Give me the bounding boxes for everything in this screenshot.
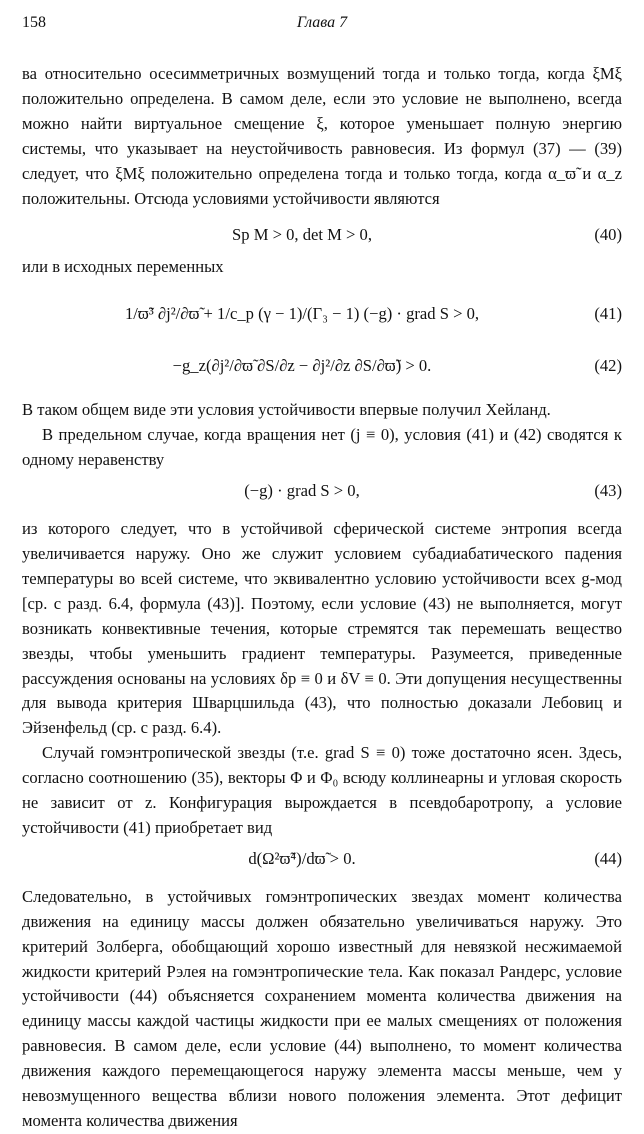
equation-41-formula: 1/ϖ̃³ ∂j²/∂ϖ̃ + 1/c_p (γ − 1)/(Γ₃ − 1) (−g) · grad S > 0, (124, 304, 480, 324)
equation-43 (22, 479, 622, 517)
equation-44 (22, 847, 622, 885)
paragraph-1: ва относительно осесимметричных возмущений тогда и только тогда, когда ξMξ положительно определена. В самом деле, если это условие не выполнено, всегда можно найти виртуальное смещение ξ, которое уменьшает полную энергию системы, что указывает на неустойчивость равновесия. Из формул (37) — (39) следует, что ξMξ положительно определена тогда и только тогда, когда α_ϖ̃ и α_z положительны. Отсюда условиями устойчивости являются (22, 64, 622, 208)
paragraph-6: Случай гомэнтропической звезды (т.е. grad S ≡ 0) тоже достаточно ясен. Здесь, согласно соотношению (35), векторы Φ и Φ₀ всюду коллинеарны и угловая скорость не зависит от z. Конфигурация вырождается в псевдобаротропу, а условие устойчивости (41) приобретает вид (22, 743, 622, 837)
chapter-title: Глава 7 (296, 14, 348, 31)
paragraph-7: Следовательно, в устойчивых гомэнтропических звездах момент количества движения на единицу массы должен обязательно увеличиваться наружу. Это критерий Золберга, обобщающий хорошо известный для невязкой несжимаемой жидкости критерий Рэлея на гомэнтропические тела. Как показал Рандерс, условие устойчивости (44) объясняется сохранением момента количества движения на единицу массы каждой частицы жидкости при ее малых смещениях от положения равновесия. В самом деле, если условие (44) выполнено, то момент количества движения каждого перемещающегося наружу элемента массы меньше, чем у невозмущенного вещества вблизи нового положения элемента. Этот дефицит момента количества движения (22, 886, 622, 1130)
page-body (22, 62, 622, 1134)
equation-42-formula: −g_z(∂j²/∂ϖ̃ ∂S/∂z − ∂j²/∂z ∂S/∂ϖ̃) > 0. (172, 356, 432, 376)
equation-44-number: (44) (594, 848, 622, 868)
paragraph-2: или в исходных переменных (22, 257, 224, 277)
paragraph-5: из которого следует, что в устойчивой сферической системе энтропия всегда увеличивается наружу. Оно же служит условием субадиабатического падения температуры во всей системе, что эквивалентно условию устойчивости всех g-мод [ср. с разд. 6.4, формула (43)]. Поэтому, если условие (43) не выполняется, могут возникать конвективные течения, которые стремятся так перемешать вещество звезды, чтобы уменьшить градиент температуры. Разумеется, приведенные рассуждения основаны на условиях δp ≡ 0 и δV ≡ 0. Эти допущения несущественны для вывода критерия Шварцшильда (43), что полностью доказали Лебовиц и Эйзенфельд (ср. с разд. 6.4). (22, 519, 622, 738)
equation-42-number: (42) (594, 356, 622, 376)
equation-43-formula: (−g) · grad S > 0, (244, 481, 360, 501)
paragraph-3: В таком общем виде эти условия устойчивости впервые получил Хейланд. (22, 400, 551, 420)
equation-41-number: (41) (594, 304, 622, 324)
equation-41 (22, 290, 622, 342)
equation-44-formula: d(Ω²ϖ̃⁴)/dϖ̃ > 0. (248, 848, 356, 868)
equation-43-number: (43) (594, 481, 622, 501)
page-number: 158 (22, 14, 46, 31)
equation-40-formula: Sp M > 0, det M > 0, (232, 225, 372, 245)
equation-40 (22, 223, 622, 255)
page-header (22, 14, 622, 36)
paragraph-4: В предельном случае, когда вращения нет (j ≡ 0), условия (41) и (42) сводятся к одному неравенству (22, 425, 622, 470)
equation-42 (22, 342, 622, 398)
equation-40-number: (40) (594, 225, 622, 245)
